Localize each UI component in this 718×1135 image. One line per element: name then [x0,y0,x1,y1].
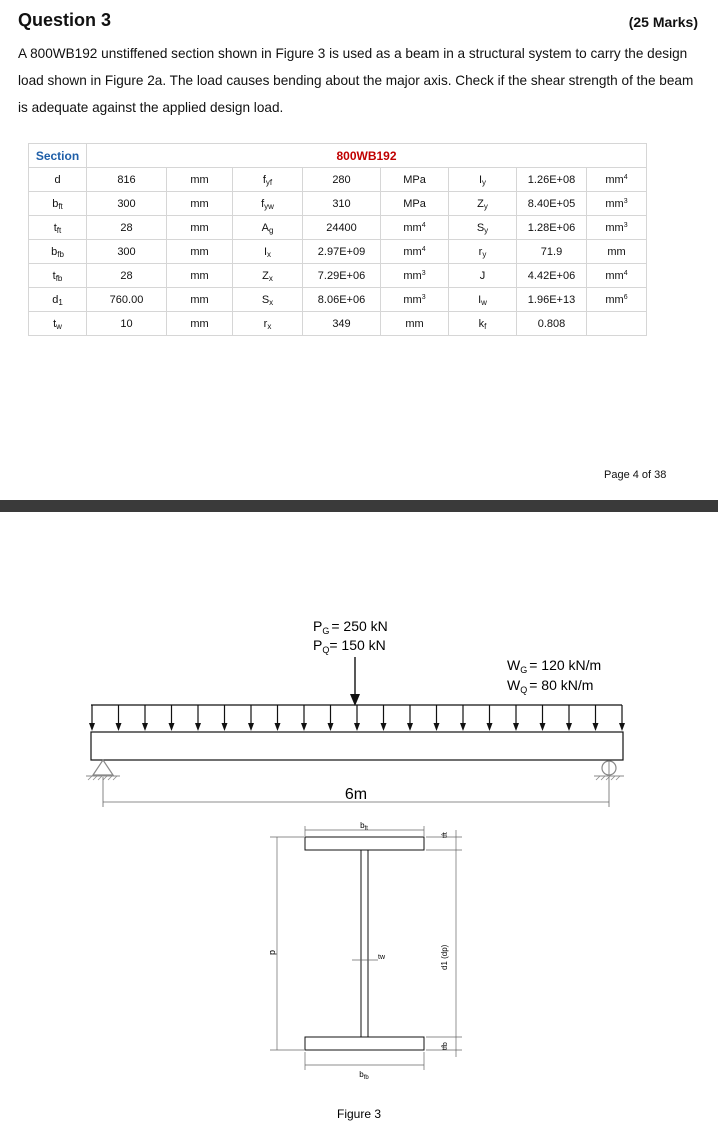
property-unit: $mm^6$ [587,288,647,312]
property-value: 300 [87,192,167,216]
property-value: 8.06E+06 [303,288,381,312]
property-symbol: $r_x$ [233,312,303,336]
property-symbol: $Z_x$ [233,264,303,288]
property-symbol: $S_x$ [233,288,303,312]
property-value: 0.808 [517,312,587,336]
property-unit: $mm^4$ [587,264,647,288]
property-symbol: $I_x$ [233,240,303,264]
bottom-flange-thickness-label: tfb [442,1042,449,1050]
property-symbol: $t_w$ [29,312,87,336]
property-value: 28 [87,264,167,288]
udl-arrow [513,705,519,731]
table-row [29,264,647,288]
beam [91,732,623,760]
property-value: 2.97E+09 [303,240,381,264]
property-unit: mm [167,312,233,336]
table-row [29,192,647,216]
udl-arrow [540,705,546,731]
property-value: 310 [303,192,381,216]
property-value: 1.28E+06 [517,216,587,240]
table-row [29,288,647,312]
section-label: Section [29,144,87,168]
property-value: 24400 [303,216,381,240]
table-row [29,216,647,240]
property-unit: $mm^3$ [587,192,647,216]
point-load-dead: $P_G = 250$ kN [313,618,388,636]
table-row [29,168,647,192]
clear-web-depth-label: d1 (dp) [440,944,449,970]
property-unit: mm [167,216,233,240]
property-symbol: $A_g$ [233,216,303,240]
property-unit: $mm^4$ [587,168,647,192]
question-title: Question 3 [18,10,112,30]
property-symbol: $S_y$ [449,216,517,240]
udl-arrow [407,705,413,731]
udl-live: $W_Q = 80$ kN/m [507,677,594,695]
property-value: 300 [87,240,167,264]
property-unit [587,312,647,336]
property-unit: MPa [381,168,449,192]
property-unit: $mm^4$ [381,216,449,240]
udl-arrow [487,705,493,731]
udl-arrow [566,705,572,731]
udl-arrow [460,705,466,731]
page-divider [0,500,718,512]
udl-arrow [328,705,334,731]
figure-3 [0,512,718,1135]
property-value: 280 [303,168,381,192]
property-unit: $mm^3$ [381,264,449,288]
property-value: 71.9 [517,240,587,264]
section-properties-table [28,143,647,336]
property-symbol: $b_{fb}$ [29,240,87,264]
property-value: 816 [87,168,167,192]
udl-arrow [142,705,148,731]
property-value: 1.96E+13 [517,288,587,312]
property-unit: mm [167,168,233,192]
udl-arrow [169,705,175,731]
property-unit: mm [167,240,233,264]
udl-arrow [593,705,599,731]
property-unit: $mm^3$ [381,288,449,312]
property-unit: mm [587,240,647,264]
property-symbol: $t_{ft}$ [29,216,87,240]
property-unit: mm [167,288,233,312]
property-unit: mm [167,192,233,216]
udl-arrow [89,705,95,731]
depth-label: d [268,950,278,956]
property-value: 349 [303,312,381,336]
figure-caption: Figure 3 [336,1107,382,1121]
top-flange-thickness-label: tft [442,832,449,838]
property-symbol: $d_1$ [29,288,87,312]
table-row [29,240,647,264]
udl-arrow [222,705,228,731]
property-value: 7.29E+06 [303,264,381,288]
web-thickness-label: tw [378,954,385,961]
span-label: 6m [344,786,368,803]
property-unit: mm [381,312,449,336]
distributed-load [89,705,625,731]
property-symbol: $r_y$ [449,240,517,264]
section-designation: 800WB192 [87,144,647,168]
property-symbol: $Z_y$ [449,192,517,216]
property-value: 8.40E+05 [517,192,587,216]
flange-width-top-label: $b_{ft}$ [360,821,368,832]
udl-dead: $W_G = 120$ kN/m [507,657,602,675]
udl-arrow [195,705,201,731]
property-value: 760.00 [87,288,167,312]
property-symbol: J [449,264,517,288]
property-value: 1.26E+08 [517,168,587,192]
udl-arrow [619,705,625,731]
property-symbol: d [29,168,87,192]
udl-arrow [248,705,254,731]
property-symbol: $I_w$ [449,288,517,312]
property-value: 28 [87,216,167,240]
property-value: 4.42E+06 [517,264,587,288]
question-marks: (25 Marks) [628,14,698,30]
udl-arrow [301,705,307,731]
i-section [305,837,424,1050]
point-load-live: $P_Q= 150$ kN [313,637,386,655]
point-load-arrow [350,657,360,706]
property-symbol: $k_f$ [449,312,517,336]
udl-arrow [381,705,387,731]
udl-arrow [116,705,122,731]
udl-arrow [275,705,281,731]
question-heading [18,10,698,34]
property-unit: $mm^3$ [587,216,647,240]
property-unit: MPa [381,192,449,216]
property-symbol: $I_y$ [449,168,517,192]
table-row [29,312,647,336]
property-unit: mm [167,264,233,288]
property-symbol: $b_{ft}$ [29,192,87,216]
property-symbol: $f_{yf}$ [233,168,303,192]
flange-width-bottom-label: $b_{fb}$ [359,1070,369,1081]
table-header-row [29,144,647,168]
udl-arrow [354,705,360,731]
udl-arrow [434,705,440,731]
property-symbol: $f_{yw}$ [233,192,303,216]
page-number: Page 4 of 38 [604,469,667,481]
property-value: 10 [87,312,167,336]
property-unit: $mm^4$ [381,240,449,264]
property-symbol: $t_{fb}$ [29,264,87,288]
question-body: A 800WB192 unstiffened section shown in Figure 3 is used as a beam in a structural system to carry the design load shown in Figure 2a. The load causes bending about the major axis. Check if the shear strength of the beam is adequate against the applied design load. [18,46,694,115]
